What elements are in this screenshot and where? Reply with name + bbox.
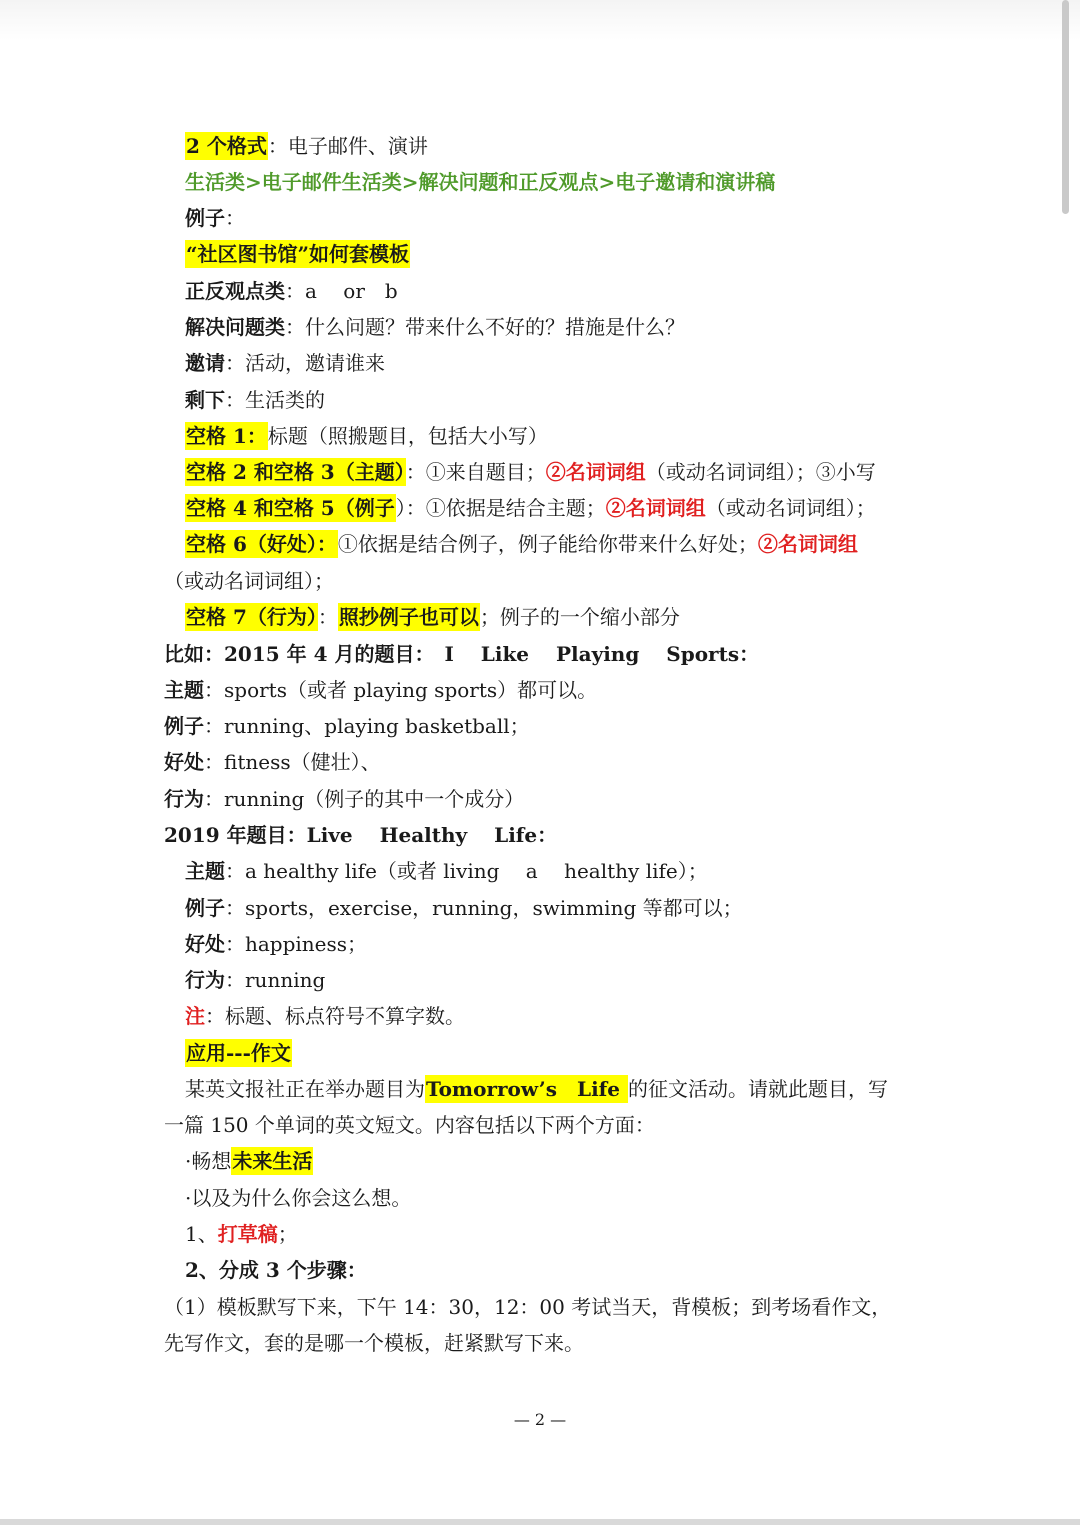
problem-solving-text: ：什么问题？带来什么不好的？措施是什么？ bbox=[285, 315, 685, 339]
line-2015-example bbox=[164, 708, 530, 744]
essay-prompt-continued: 一篇 150 个单词的英文短文。内容包括以下两个方面： bbox=[164, 1113, 655, 1137]
scrollbar[interactable] bbox=[1058, 0, 1072, 220]
behavior-2015-label: 行为 bbox=[164, 787, 204, 811]
line-essay-prompt-2 bbox=[164, 1107, 655, 1143]
line-invitation bbox=[185, 345, 385, 381]
line-blank-2-3 bbox=[185, 454, 876, 490]
blank-4-5-noun-phrase: ②名词词组 bbox=[605, 496, 706, 520]
benefit-2015-text: ：fitness（健壮）、 bbox=[204, 750, 381, 774]
note-text: ：标题、标点符号不算字数。 bbox=[205, 1004, 465, 1028]
blank-2-3-text: ：①来自题目； bbox=[405, 460, 546, 484]
future-life-highlight: 未来生活 bbox=[232, 1149, 313, 1173]
essay-prompt-end: 的征文活动。请就此题目，写 bbox=[627, 1077, 888, 1101]
line-blank-1 bbox=[185, 418, 548, 454]
blank-1-label: 空格 1： bbox=[186, 424, 267, 448]
bottom-edge-bar bbox=[0, 1519, 1080, 1525]
problem-solving-label: 解决问题类 bbox=[185, 315, 285, 339]
line-blank-6 bbox=[185, 526, 858, 562]
bullet-why-text: ·以及为什么你会这么想。 bbox=[185, 1186, 412, 1210]
line-remaining bbox=[185, 382, 325, 418]
formats-text: ：电子邮件、演讲 bbox=[267, 134, 428, 158]
line-example-heading bbox=[185, 200, 245, 236]
note-label: 注 bbox=[185, 1004, 205, 1028]
pros-cons-text: ：a or b bbox=[285, 279, 398, 303]
scrollbar-thumb[interactable] bbox=[1062, 0, 1069, 214]
line-2019-topic bbox=[164, 817, 557, 853]
line-step-detail-2 bbox=[164, 1325, 584, 1361]
behavior-2019-label: 行为 bbox=[185, 968, 225, 992]
line-2015-benefit bbox=[164, 744, 381, 780]
line-2015-behavior bbox=[164, 781, 524, 817]
behavior-2015-text: ：running（例子的其中一个成分） bbox=[204, 787, 525, 811]
line-application-heading bbox=[185, 1035, 292, 1071]
line-pros-cons bbox=[185, 273, 398, 309]
line-category-chain bbox=[185, 164, 775, 200]
pros-cons-label: 正反观点类 bbox=[185, 279, 285, 303]
line-2015-topic bbox=[164, 636, 759, 672]
theme-2015-text: ：sports（或者 playing sports）都可以。 bbox=[204, 678, 598, 702]
blank-6-label: 空格 6（好处）： bbox=[186, 532, 337, 556]
line-2019-benefit bbox=[185, 926, 367, 962]
invitation-text: ：活动，邀请谁来 bbox=[225, 351, 385, 375]
topic-2015-heading: 比如：2015 年 4 月的题目： I Like Playing Sports： bbox=[164, 642, 760, 666]
example-2019-text: ：sports，exercise，running，swimming 等都可以； bbox=[225, 896, 743, 920]
application-essay-heading: 应用---作文 bbox=[186, 1041, 291, 1065]
line-2019-theme bbox=[185, 853, 708, 889]
blank-2-3-label: 空格 2 和空格 3（主题） bbox=[186, 460, 405, 484]
three-steps-heading: 2、分成 3 个步骤： bbox=[185, 1258, 367, 1282]
blank-2-3-text-end: （或动名词词组）；③小写 bbox=[645, 460, 876, 484]
category-chain-text: 生活类>电子邮件生活类>解决问题和正反观点>电子邀请和演讲稿 bbox=[185, 170, 776, 194]
line-essay-prompt-1 bbox=[185, 1071, 888, 1107]
line-bullet-future bbox=[185, 1143, 313, 1179]
blank-6-continued-text: （或动名词词组）； bbox=[164, 569, 334, 593]
top-edge-shade bbox=[0, 0, 1080, 40]
behavior-2019-text: ：running bbox=[225, 968, 326, 992]
blank-6-text: ①依据是结合例子，例子能给你带来什么好处； bbox=[337, 532, 758, 556]
theme-2015-label: 主题 bbox=[164, 678, 204, 702]
line-blank-6-continued bbox=[164, 563, 334, 599]
benefit-2019-label: 好处 bbox=[185, 932, 225, 956]
page-number: — 2 — bbox=[513, 1410, 567, 1429]
line-problem-solving bbox=[185, 309, 685, 345]
line-step-detail-1 bbox=[164, 1289, 891, 1325]
draft-label: 打草稿 bbox=[217, 1222, 278, 1246]
bullet-imagine: ·畅想 bbox=[185, 1149, 232, 1173]
step-1-number: 1、 bbox=[185, 1222, 218, 1246]
formats-label: 2 个格式 bbox=[186, 134, 267, 158]
theme-2019-text: ：a healthy life（或者 living a healthy life）； bbox=[225, 859, 708, 883]
line-blank-7 bbox=[185, 599, 680, 635]
line-library-template bbox=[185, 236, 410, 272]
line-bullet-why bbox=[185, 1180, 411, 1216]
line-step-three bbox=[185, 1252, 367, 1288]
blank-7-label: 空格 7（行为） bbox=[186, 605, 317, 629]
remaining-label: 剩下 bbox=[185, 388, 225, 412]
example-label: 例子 bbox=[185, 206, 225, 230]
blank-7-copy-example: 照抄例子也可以 bbox=[338, 605, 479, 629]
essay-title-highlight: Tomorrow’s Life bbox=[426, 1077, 627, 1101]
invitation-label: 邀请 bbox=[185, 351, 225, 375]
step-detail-text: （1）模板默写下来，下午 14：30，12：00 考试当天，背模板；到考场看作文， bbox=[164, 1295, 892, 1319]
blank-6-noun-phrase: ②名词词组 bbox=[757, 532, 858, 556]
line-note bbox=[185, 998, 465, 1034]
blank-1-text: 标题（照搬题目，包括大小写） bbox=[267, 424, 548, 448]
blank-2-3-noun-phrase: ②名词词组 bbox=[545, 460, 646, 484]
essay-prompt-start: 某英文报社正在举办题目为 bbox=[185, 1077, 425, 1101]
blank-7-text: ；例子的一个缩小部分 bbox=[479, 605, 680, 629]
benefit-2015-label: 好处 bbox=[164, 750, 204, 774]
example-2019-label: 例子 bbox=[185, 896, 225, 920]
line-formats bbox=[185, 128, 428, 164]
remaining-text: ：生活类的 bbox=[225, 388, 325, 412]
example-2015-text: ：running、playing basketball； bbox=[204, 714, 530, 738]
theme-2019-label: 主题 bbox=[185, 859, 225, 883]
line-blank-4-5 bbox=[185, 490, 876, 526]
step-detail-continued: 先写作文，套的是哪一个模板，赶紧默写下来。 bbox=[164, 1331, 584, 1355]
example-2015-label: 例子 bbox=[164, 714, 204, 738]
example-colon: ： bbox=[225, 206, 245, 230]
line-2019-example bbox=[185, 890, 743, 926]
line-2019-behavior bbox=[185, 962, 325, 998]
blank-4-5-label: 空格 4 和空格 5（例子 bbox=[186, 496, 395, 520]
line-2015-theme bbox=[164, 672, 597, 708]
library-template-title: “社区图书馆”如何套模板 bbox=[186, 242, 410, 266]
topic-2019-heading: 2019 年题目：Live Healthy Life： bbox=[164, 823, 558, 847]
blank-4-5-text: ）：①依据是结合主题； bbox=[395, 496, 606, 520]
step-1-punct: ； bbox=[277, 1222, 298, 1246]
blank-4-5-text-end: （或动名词词组）； bbox=[705, 496, 876, 520]
blank-7-colon: ： bbox=[317, 605, 338, 629]
line-step-draft bbox=[185, 1216, 298, 1252]
benefit-2019-text: ：happiness； bbox=[225, 932, 368, 956]
